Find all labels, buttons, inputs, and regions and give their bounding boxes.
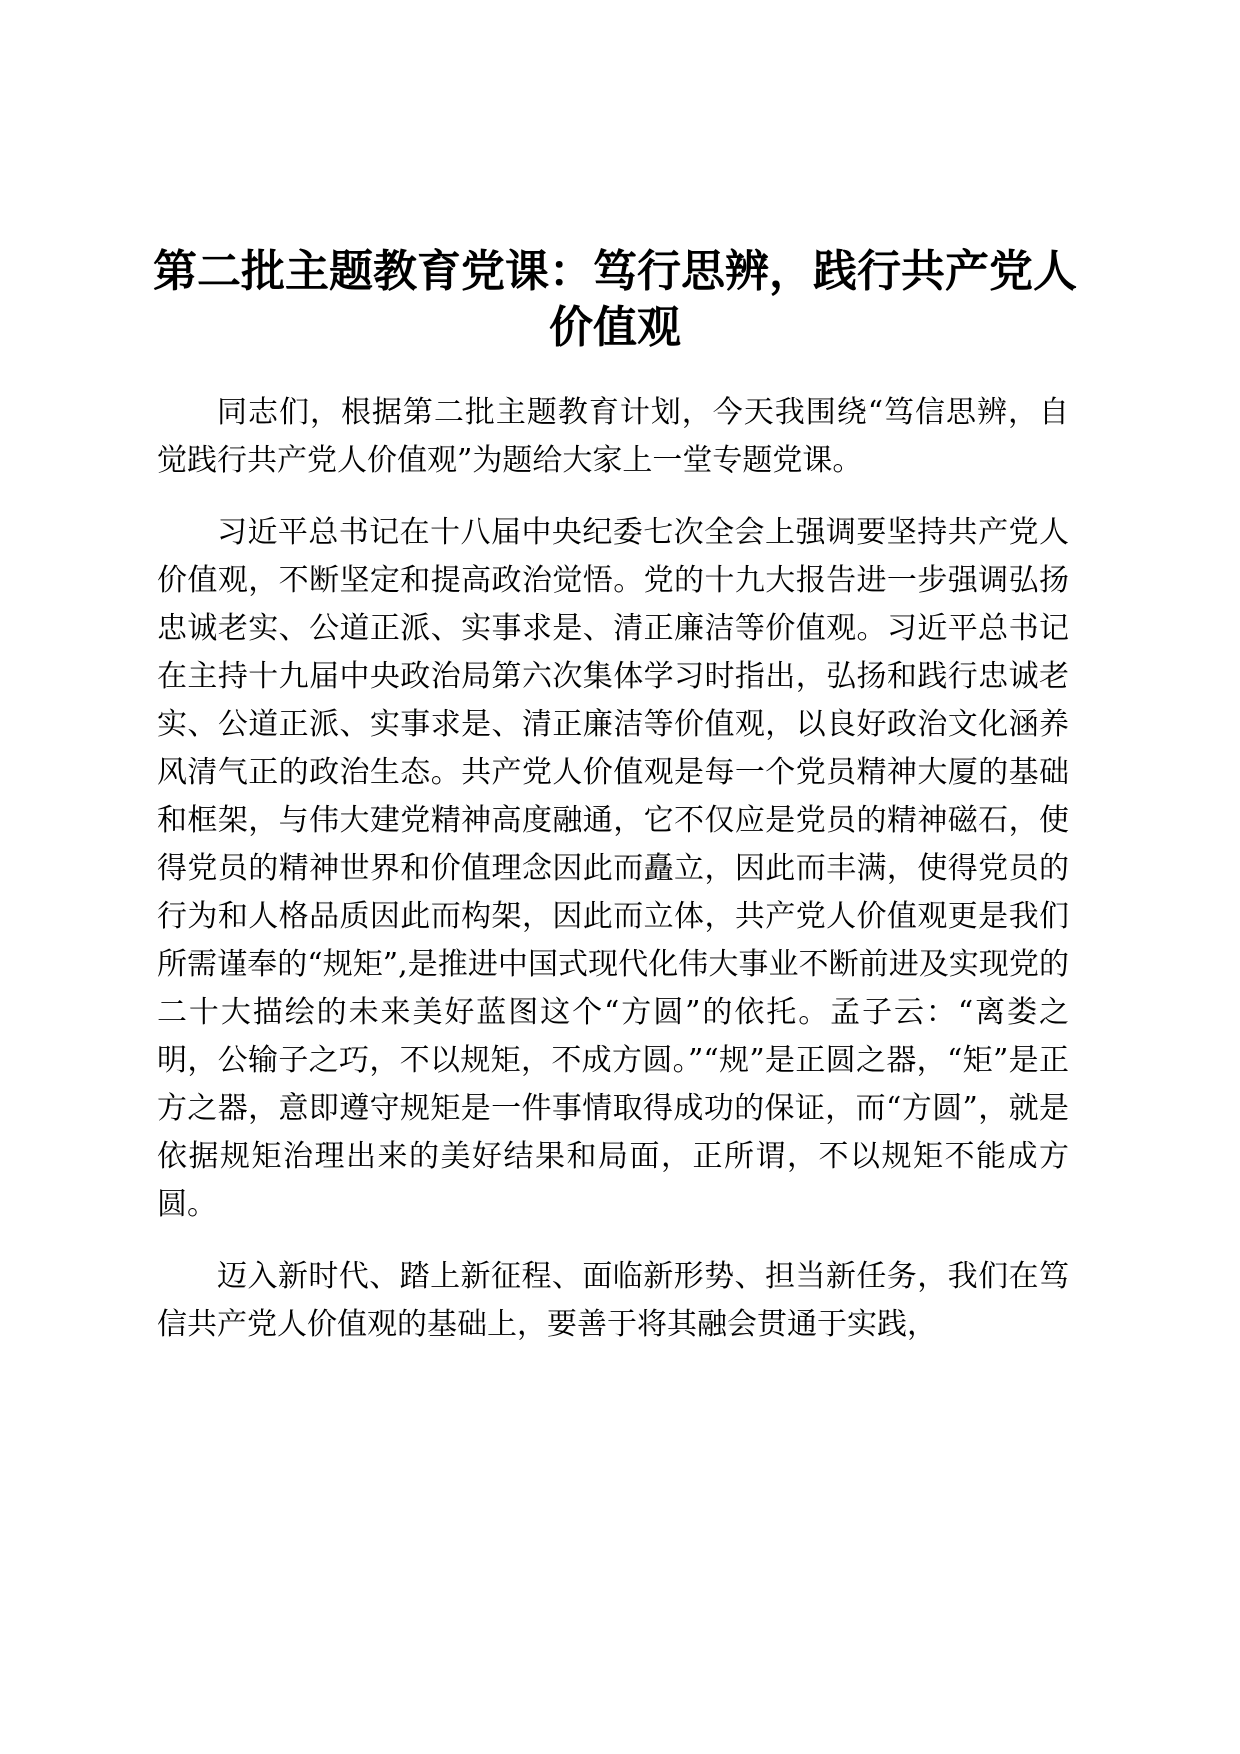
paragraph-1: 同志们，根据第二批主题教育计划，今天我围绕“笃信思辨，自觉践行共产党人价值观”为题给大家上一堂专题党课。 [157, 395, 1069, 478]
document-body [157, 389, 1069, 1349]
paragraph-2: 习近平总书记在十八届中央纪委七次全会上强调要坚持共产党人价值观，不断坚定和提高政治觉悟。党的十九大报告进一步强调弘扬忠诚老实、公道正派、实事求是、清正廉洁等价值观。习近平总书记在主持十九届中央政治局第六次集体学习时指出，弘扬和践行忠诚老实、公道正派、实事求是、清正廉洁等价值观，以良好政治文化涵养风清气正的政治生态。共产党人价值观是每一个党员精神大厦的基础和框架，与伟大建党精神高度融通，它不仅应是党员的精神磁石，使得党员的精神世界和价值理念因此而矗立，因此而丰满，使得党员的行为和人格品质因此而构架，因此而立体，共产党人价值观更是我们所需谨奉的“规矩”,是推进中国式现代化伟大事业不断前进及实现党的二十大描绘的未来美好蓝图这个“方圆”的依托。孟子云：“离娄之明，公输子之巧，不以规矩，不成方圆。”“规”是正圆之器，“矩”是正方之器，意即遵守规矩是一件事情取得成功的保证，而“方圆”，就是依据规矩治理出来的美好结果和局面，正所谓，不以规矩不能成方圆。 [157, 515, 1069, 1222]
document-title: 第二批主题教育党课：笃行思辨，践行共产党人价值观 [153, 246, 1077, 353]
paragraph-3: 迈入新时代、踏上新征程、面临新形势、担当新任务，我们在笃信共产党人价值观的基础上，要善于将其融会贯通于实践， [157, 1259, 1069, 1342]
